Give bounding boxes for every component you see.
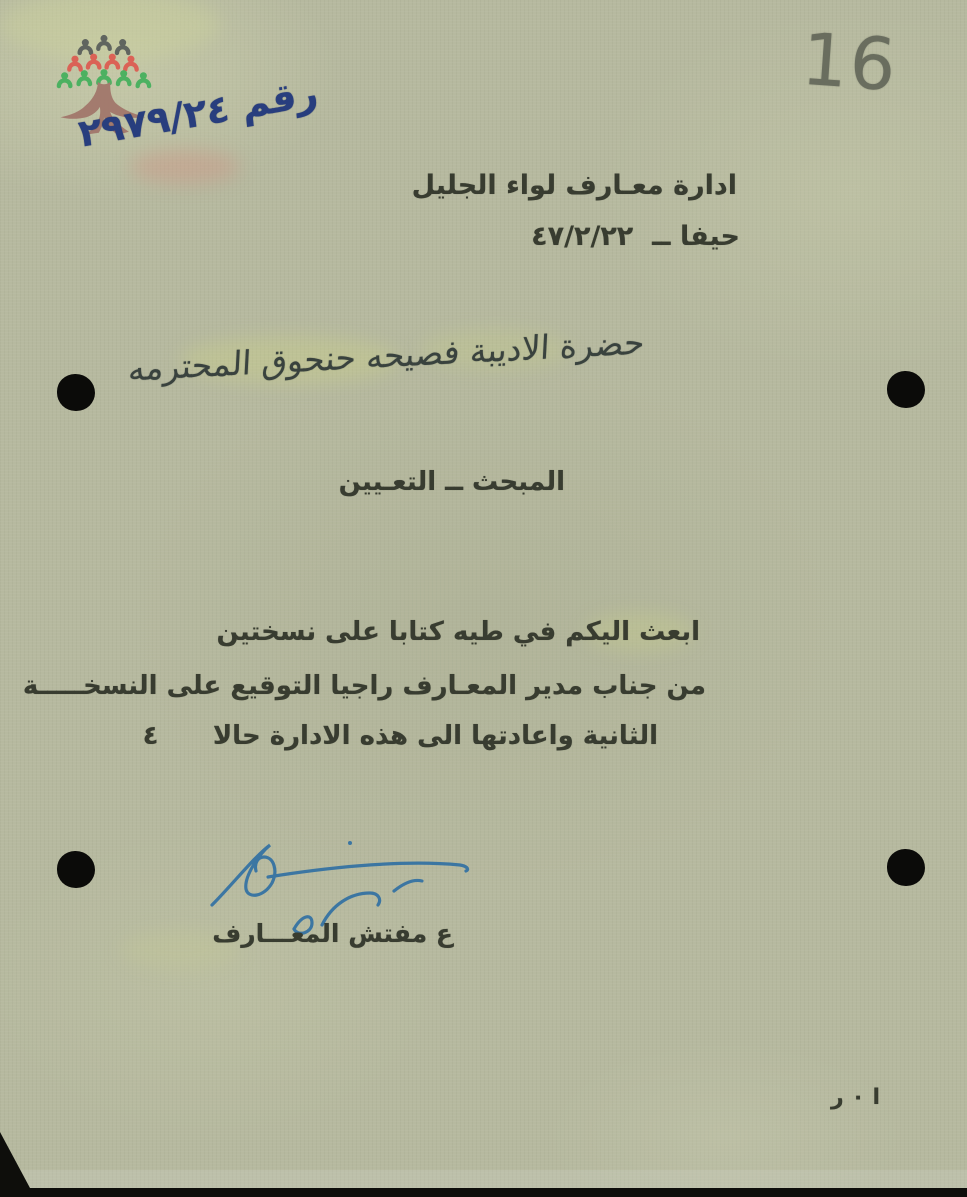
body-line-2: من جناب مدير المعـارف راجيا التوقيع على النسخـــــة (22, 671, 706, 701)
punch-hole-bottom-right (887, 849, 925, 886)
addressee-line: حضرة الاديبة فصيحه حنحوق المحترمه (127, 322, 646, 389)
punch-hole-top-left (57, 374, 95, 411)
signer-title: ع مفتش المعـــارف (212, 919, 453, 948)
letterhead-department: ادارة معـارف لواء الجليل (411, 170, 737, 201)
letterhead-place-date: حيفا ــ ٤٧/٢/٢٢ (531, 221, 740, 252)
punch-hole-bottom-left (57, 851, 95, 888)
subject-line: المبحث ــ التعـيين (338, 467, 565, 497)
body-line-3: الثانية واعادتها الى هذه الادارة حالا ٤ (142, 721, 658, 751)
scan-light-band (0, 1170, 967, 1188)
punch-hole-top-right (887, 371, 925, 408)
typist-initials: ا ٠ ر (831, 1085, 880, 1110)
ref-number-handwritten: رقم ٢٩٧٩/٢٤ (76, 70, 321, 157)
body-line-1: ابعث اليكم في طيه كتابا على نسختين (216, 617, 700, 647)
scan-corner-wedge (0, 1132, 30, 1188)
page-number-pencil: 16 (799, 16, 901, 108)
logo-caption-remnant (130, 150, 240, 184)
scan-edge-bottom (0, 1188, 967, 1197)
